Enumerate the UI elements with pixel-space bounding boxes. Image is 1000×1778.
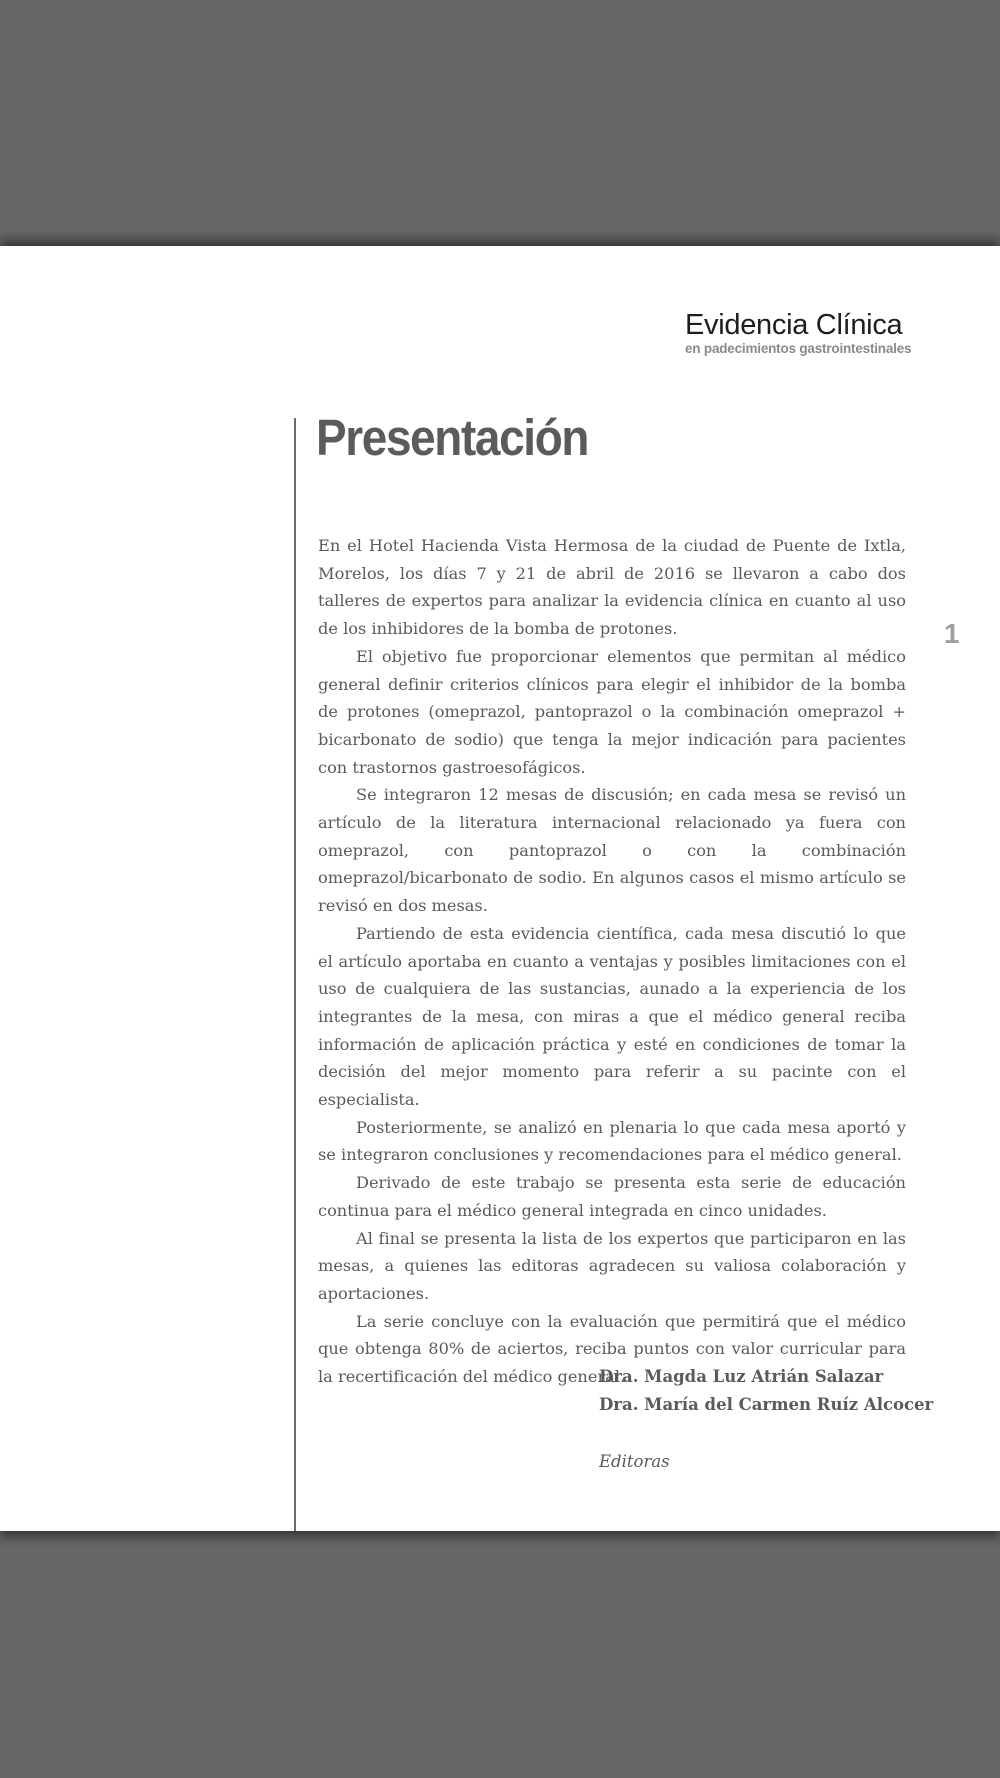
journal-title: Evidencia Clínica: [685, 309, 903, 341]
signature-block: [599, 1363, 933, 1476]
journal-brand: [685, 309, 912, 358]
paragraph: En el Hotel Hacienda Vista Hermosa de la ciudad de Puente de Ixtla, Morelos, los días 7 y 21 de abril de 2016 se llevaron a cabo dos talleres de expertos para analizar la evidencia clínica en cuanto al uso de los inhibidores de la bomba de protones.: [318, 536, 906, 639]
document-page: [0, 246, 1000, 1531]
editor-role: Editoras: [599, 1452, 670, 1471]
section-title: Presentación: [316, 409, 589, 466]
vertical-rule: [294, 418, 296, 1531]
paragraph: La serie concluye con la evaluación que permitirá que el médico que obtenga 80% de aciertos, reciba puntos con valor curricular para la recertificación del médico general.: [318, 1311, 906, 1387]
body-text: [318, 532, 906, 1391]
paragraph: Se integraron 12 mesas de discusión; en cada mesa se revisó un artículo de la literatura internacional relacionado ya fuera con omeprazol, con pantoprazol o con la combinación omeprazol/bicarbonato de sodio. En algunos casos el mismo artículo se revisó en dos mesas.: [318, 785, 906, 916]
paragraph: Al final se presenta la lista de los expertos que participaron en las mesas, a quienes las editoras agradecen su valiosa colaboración y aportaciones.: [318, 1228, 906, 1303]
paragraph: El objetivo fue proporcionar elementos que permitan al médico general definir criterios clínicos para elegir el inhibidor de la bomba de protones (omeprazol, pantoprazol o la combinación omeprazol + bicarbonato de sodio) que tenga la mejor indicación para pacientes con trastornos gastroesofágicos.: [318, 646, 906, 777]
editor-name: Dra. María del Carmen Ruíz Alcocer: [599, 1395, 934, 1414]
paragraph: Partiendo de esta evidencia científica, cada mesa discutió lo que el artículo aportaba en cuanto a ventajas y posibles limitaciones con el uso de cualquiera de las sustancias, aunado a la experiencia de los integrantes de la mesa, con miras a que el médico general reciba información de aplicación práctica y esté en condiciones de tomar la decisión del mejor momento para referir a su pacinte con el especialista.: [318, 923, 906, 1110]
paragraph: Posteriormente, se analizó en plenaria lo que cada mesa aportó y se integraron conclusiones y recomendaciones para el médico general.: [318, 1117, 906, 1165]
journal-subtitle: en padecimientos gastrointestinales: [685, 341, 912, 356]
editor-name: Dra. Magda Luz Atrián Salazar: [599, 1367, 884, 1386]
page-number: 1: [944, 618, 960, 649]
paragraph: Derivado de este trabajo se presenta esta serie de educación continua para el médico general integrada en cinco unidades.: [318, 1173, 906, 1220]
